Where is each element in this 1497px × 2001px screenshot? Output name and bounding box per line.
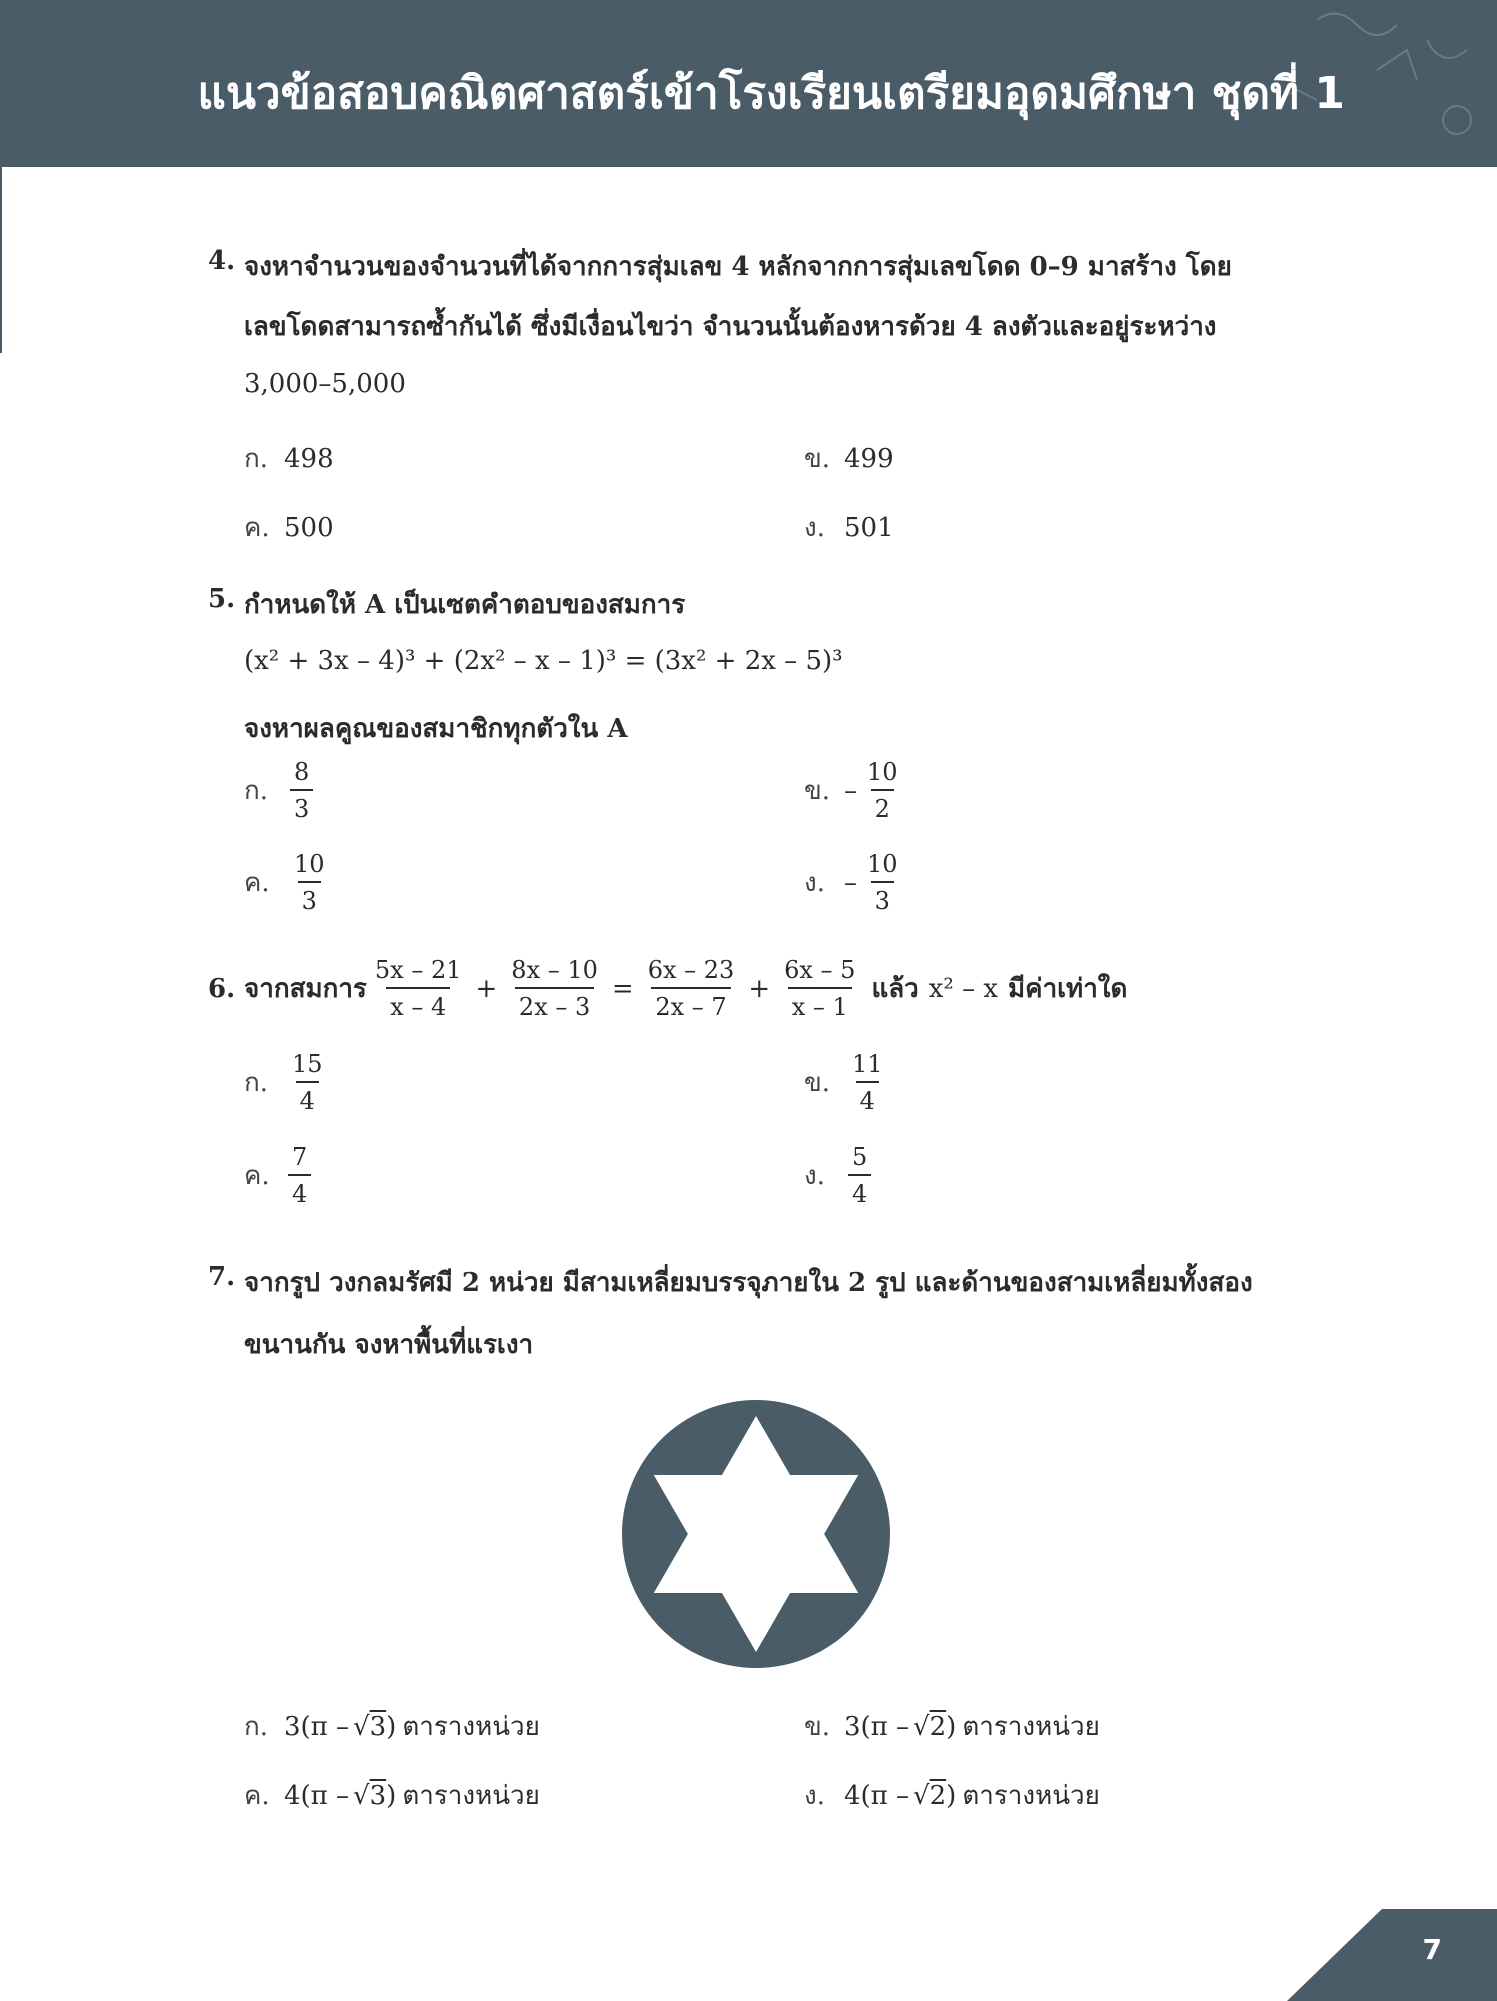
question-4-option-c[interactable] bbox=[244, 507, 334, 548]
question-6-option-d[interactable] bbox=[804, 1143, 875, 1208]
page-number: 7 bbox=[1422, 1933, 1442, 1966]
numerator: 7 bbox=[292, 1143, 308, 1171]
question-6-option-b[interactable] bbox=[804, 1050, 891, 1115]
denominator: x – 1 bbox=[788, 987, 852, 1021]
option-unit: ตารางหน่วย bbox=[402, 1712, 540, 1742]
question-7-option-d[interactable] bbox=[804, 1775, 1100, 1816]
option-letter: ค. bbox=[244, 1781, 270, 1811]
option-value: 501 bbox=[844, 512, 894, 543]
page-title: แนวข้อสอบคณิตศาสตร์เข้าโรงเรียนเตรียมอุดมศึกษา ชุดที่ 1 bbox=[197, 68, 1345, 119]
question-5-line-1: กำหนดให้ A เป็นเซตคำตอบของสมการ bbox=[244, 590, 686, 620]
page-header bbox=[0, 0, 1497, 167]
operator: + bbox=[475, 973, 498, 1004]
sqrt-icon: √ bbox=[913, 1780, 930, 1811]
question-7-line-2: ขนานกัน จงหาพื้นที่แรเงา bbox=[244, 1330, 534, 1360]
option-sign: – bbox=[844, 775, 857, 806]
option-unit: ตารางหน่วย bbox=[962, 1712, 1100, 1742]
option-letter: ค. bbox=[244, 513, 270, 543]
question-5-option-a[interactable] bbox=[244, 758, 317, 823]
question-6-option-a[interactable] bbox=[244, 1050, 331, 1115]
option-letter: ง. bbox=[804, 513, 825, 543]
option-letter: ก. bbox=[244, 776, 269, 806]
equation-fraction-1 bbox=[371, 956, 466, 1021]
equation-fraction-4 bbox=[780, 956, 859, 1021]
question-7-option-c[interactable] bbox=[244, 1775, 540, 1816]
denominator: 2x – 7 bbox=[651, 987, 730, 1021]
question-6-number: 6. bbox=[208, 973, 236, 1004]
question-5-option-d[interactable] bbox=[804, 850, 906, 915]
question-6-suffix-b: มีค่าเท่าใด bbox=[1008, 974, 1128, 1004]
denominator: 4 bbox=[848, 1174, 871, 1208]
question-4-option-b[interactable] bbox=[804, 438, 894, 479]
option-fraction bbox=[290, 758, 313, 823]
denominator: x – 4 bbox=[386, 987, 450, 1021]
question-6-prefix: จากสมการ bbox=[244, 974, 367, 1004]
numerator: 11 bbox=[852, 1050, 883, 1078]
question-5-option-c[interactable] bbox=[244, 850, 333, 915]
numerator: 8x – 10 bbox=[511, 956, 598, 984]
option-letter: ง. bbox=[804, 1161, 825, 1191]
question-4-option-a[interactable] bbox=[244, 438, 334, 479]
question-6-suffix-a: แล้ว bbox=[871, 974, 919, 1004]
option-letter: ก. bbox=[244, 444, 269, 474]
question-7-line-1: จากรูป วงกลมรัศมี 2 หน่วย มีสามเหลี่ยมบรรจุภายใน 2 รูป และด้านของสามเหลี่ยมทั้งสอง bbox=[244, 1268, 1253, 1298]
option-close: ) bbox=[946, 1780, 957, 1811]
option-value: 500 bbox=[284, 512, 334, 543]
question-4-line-3: 3,000–5,000 bbox=[244, 369, 406, 399]
numerator: 10 bbox=[867, 758, 898, 786]
denominator: 3 bbox=[290, 789, 313, 823]
question-4-number: 4. bbox=[208, 246, 236, 276]
option-letter: ก. bbox=[244, 1068, 269, 1098]
numerator: 10 bbox=[294, 850, 325, 878]
option-coefficient: 3(π – bbox=[844, 1711, 910, 1742]
radicand: 2 bbox=[929, 1711, 947, 1742]
option-letter: ข. bbox=[804, 1712, 831, 1742]
question-6-stem bbox=[208, 956, 1127, 1021]
sqrt-icon: √ bbox=[353, 1711, 370, 1742]
option-coefficient: 4(π – bbox=[844, 1780, 910, 1811]
page-corner-tab bbox=[1287, 1909, 1497, 2001]
numerator: 6x – 5 bbox=[784, 956, 856, 984]
numerator: 10 bbox=[867, 850, 898, 878]
option-letter: ก. bbox=[244, 1712, 269, 1742]
radicand: 3 bbox=[369, 1780, 387, 1811]
numerator: 15 bbox=[292, 1050, 323, 1078]
option-letter: ข. bbox=[804, 1068, 831, 1098]
denominator: 3 bbox=[298, 881, 321, 915]
question-5-number: 5. bbox=[208, 584, 236, 614]
operator: = bbox=[611, 973, 634, 1004]
option-letter: ง. bbox=[804, 868, 825, 898]
denominator: 4 bbox=[296, 1081, 319, 1115]
numerator: 8 bbox=[294, 758, 310, 786]
option-fraction bbox=[848, 1143, 871, 1208]
option-letter: ข. bbox=[804, 776, 831, 806]
option-fraction bbox=[290, 850, 329, 915]
question-4-line-1: จงหาจำนวนของจำนวนที่ได้จากการสุ่มเลข 4 หลักจากการสุ่มเลขโดด 0–9 มาสร้าง โดย bbox=[244, 252, 1232, 282]
denominator: 2 bbox=[871, 789, 894, 823]
numerator: 5x – 21 bbox=[374, 956, 462, 984]
option-fraction bbox=[288, 1050, 327, 1115]
option-fraction bbox=[863, 758, 902, 823]
question-4-line-2: เลขโดดสามารถซ้ำกันได้ ซึ่งมีเงื่อนไขว่า จำนวนนั้นต้องหารด้วย 4 ลงตัวและอยู่ระหว่าง bbox=[244, 312, 1217, 342]
equation-fraction-2 bbox=[507, 956, 602, 1021]
equation-fraction-3 bbox=[644, 956, 739, 1021]
option-letter: ง. bbox=[804, 1781, 825, 1811]
option-value: 499 bbox=[844, 443, 894, 474]
denominator: 2x – 3 bbox=[515, 987, 594, 1021]
hexagram-in-circle-figure bbox=[620, 1398, 892, 1670]
numerator: 5 bbox=[852, 1143, 868, 1171]
option-close: ) bbox=[386, 1780, 397, 1811]
question-5-line-3: จงหาผลคูณของสมาชิกทุกตัวใน A bbox=[244, 714, 628, 744]
option-coefficient: 4(π – bbox=[284, 1780, 350, 1811]
option-letter: ข. bbox=[804, 444, 831, 474]
operator: + bbox=[748, 973, 771, 1004]
option-fraction bbox=[863, 850, 902, 915]
question-5-equation: (x² + 3x – 4)³ + (2x² – x – 1)³ = (3x² + 2x – 5)³ bbox=[244, 646, 843, 676]
question-5-option-b[interactable] bbox=[804, 758, 906, 823]
question-6-option-c[interactable] bbox=[244, 1143, 315, 1208]
option-coefficient: 3(π – bbox=[284, 1711, 350, 1742]
question-7-option-a[interactable] bbox=[244, 1706, 540, 1747]
option-letter: ค. bbox=[244, 1161, 270, 1191]
radicand: 3 bbox=[369, 1711, 387, 1742]
option-sign: – bbox=[844, 867, 857, 898]
option-fraction bbox=[848, 1050, 887, 1115]
denominator: 3 bbox=[871, 881, 894, 915]
option-close: ) bbox=[946, 1711, 957, 1742]
question-6-expression: x² – x bbox=[928, 973, 999, 1004]
left-margin-rule bbox=[0, 167, 2, 353]
option-value: 498 bbox=[284, 443, 334, 474]
radicand: 2 bbox=[929, 1780, 947, 1811]
option-close: ) bbox=[386, 1711, 397, 1742]
denominator: 4 bbox=[288, 1174, 311, 1208]
denominator: 4 bbox=[856, 1081, 879, 1115]
numerator: 6x – 23 bbox=[647, 956, 735, 984]
option-unit: ตารางหน่วย bbox=[962, 1781, 1100, 1811]
option-letter: ค. bbox=[244, 868, 270, 898]
sqrt-icon: √ bbox=[913, 1711, 930, 1742]
sqrt-icon: √ bbox=[353, 1780, 370, 1811]
question-4-option-d[interactable] bbox=[804, 507, 894, 548]
question-7-option-b[interactable] bbox=[804, 1706, 1100, 1747]
question-7-number: 7. bbox=[208, 1262, 236, 1292]
option-fraction bbox=[288, 1143, 311, 1208]
option-unit: ตารางหน่วย bbox=[402, 1781, 540, 1811]
